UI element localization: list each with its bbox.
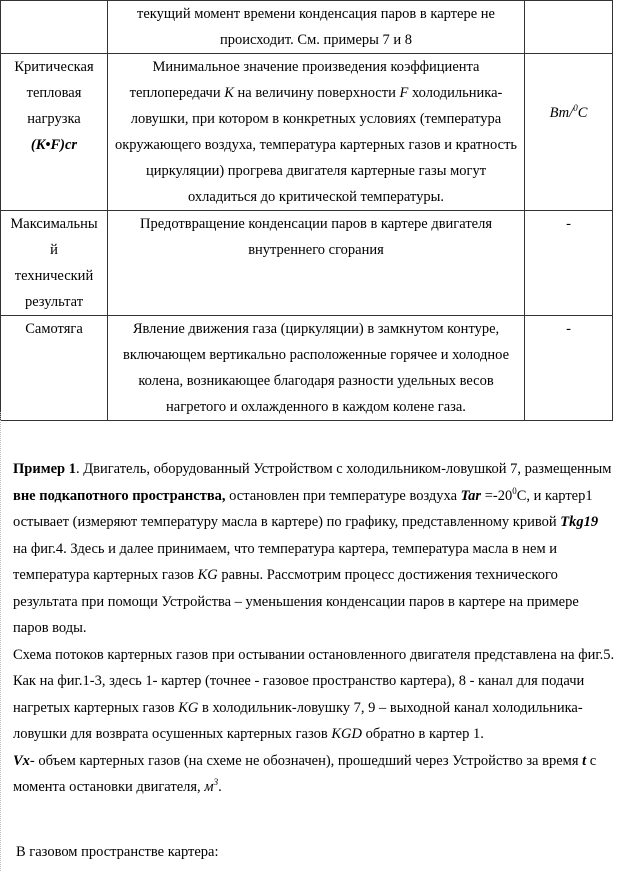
table-row	[1, 316, 613, 421]
symbol-tar: Tar	[460, 487, 482, 504]
text-run: равны. Рассмотрим процесс достижения технического результата при помощи Устройства – уменьшения конденсации паров в картере на примере паров воды.	[13, 567, 579, 636]
term-cell	[1, 211, 108, 316]
text-run: на фиг.4. Здесь и далее принимаем, что температура картера, температура масла в нем и температура картерных газов	[13, 540, 558, 583]
term-line: нагрузка	[27, 111, 81, 127]
definition-text: Явление движения газа (циркуляции) в замкнутом контуре, включающем вертикально расположенные горячее и холодное колена, возникающее благодаря разности удельных весов нагретого и охлажденного в каждом колене газа.	[123, 321, 509, 415]
unit-superscript: 0	[573, 103, 578, 114]
paragraph	[13, 748, 615, 801]
unit-main: Вт/	[549, 105, 574, 121]
table-row	[1, 1, 613, 54]
unit-dash: -	[566, 216, 571, 232]
definition-text: Предотвращение конденсации паров в картере двигателя внутреннего сгорания	[139, 216, 492, 258]
symbol-kg: KG	[197, 567, 218, 583]
symbol-vx: Vx	[13, 752, 30, 769]
example-body	[13, 456, 615, 801]
definition-cell	[108, 1, 525, 54]
term-line: технический	[14, 268, 94, 284]
unit-cell-empty	[525, 1, 613, 54]
symbol-tkg19: Tkg19	[560, 514, 599, 530]
text-run: . Двигатель, оборудованный Устройством с холодильником-ловушкой 7, размещенным	[75, 461, 612, 477]
unit-cell	[525, 54, 613, 211]
table-row	[1, 54, 613, 211]
definition-cell	[108, 316, 525, 421]
text-run: - объем картерных газов (на схеме не обозначен), прошедший через Устройство за время	[29, 752, 583, 769]
definitions-table	[0, 0, 613, 421]
degree-superscript: 0	[512, 485, 517, 496]
symbol-kg: KG	[178, 699, 199, 716]
bold-phrase: вне подкапотного пространства,	[13, 487, 226, 504]
symbol-t: t	[582, 752, 587, 769]
term-line: й	[50, 242, 58, 258]
unit-tail: C	[577, 105, 588, 121]
text-run: =-20	[481, 487, 513, 504]
term-symbol: (K•F)cr	[30, 137, 78, 153]
text-run: с момента остановки двигателя,	[13, 752, 597, 795]
term-cell	[1, 54, 108, 211]
dotted-margin-line	[0, 412, 1, 871]
text-run: остановлен при температуре воздуха	[225, 487, 461, 504]
example-title: Пример 1	[13, 461, 76, 477]
paragraph	[13, 456, 615, 642]
definition-text: холодильника-ловушки, при котором в конкретных условиях (температура окружающего воздуха, температура картерных газов и кратность циркуляции) прогрева двигателя картерные газы могут охладиться до критической температуры.	[114, 85, 518, 205]
term-line: Критическая	[14, 59, 94, 75]
term-cell	[1, 316, 108, 421]
term-line: результат	[24, 294, 84, 310]
term-line: Самотяга	[25, 321, 83, 337]
term-cell-empty	[1, 1, 108, 54]
unit-label	[550, 105, 588, 121]
definition-text: Минимальное значение произведения коэффициента теплопередачи	[129, 59, 480, 101]
text-run: С, и картер1 остывает (измеряют температуру масла в картере) по графику, представленному кривой	[13, 487, 593, 530]
symbol-f: F	[399, 85, 409, 101]
definition-cell	[108, 54, 525, 211]
paragraph	[13, 642, 615, 748]
unit-superscript: 3	[213, 777, 219, 788]
term-line: тепловая	[26, 85, 82, 101]
unit-cell	[525, 316, 613, 421]
text-run: Схема потоков картерных газов при остывании остановленного двигателя представлена на фиг.5. Как на фиг.1-3, здесь 1- картер (точнее - газовое пространство картера), 8 - канал для подачи нагретых картерных газов	[13, 646, 615, 716]
definition-line: происходит. См. примеры 7 и 8	[219, 32, 413, 48]
definition-text: на величину поверхности	[233, 85, 400, 101]
text-run: обратно в картер 1.	[361, 726, 484, 742]
unit-dash: -	[566, 321, 571, 337]
text-run: в холодильник-ловушку 7, 9 – выходной канал холодильника-ловушки для возврата осушенных картерных газов	[13, 699, 583, 742]
term-line: Максимальны	[10, 216, 98, 232]
definition-line: текущий момент времени конденсация паров в картере не	[137, 6, 495, 22]
paragraph-crankcase: В газовом пространстве картера:	[16, 844, 219, 860]
symbol-kgd: KGD	[331, 726, 362, 742]
text-run: .	[218, 779, 222, 795]
symbol-k: K	[224, 85, 234, 101]
unit-cell	[525, 211, 613, 316]
table-row	[1, 211, 613, 316]
unit-m: м	[204, 779, 214, 795]
definition-cell	[108, 211, 525, 316]
